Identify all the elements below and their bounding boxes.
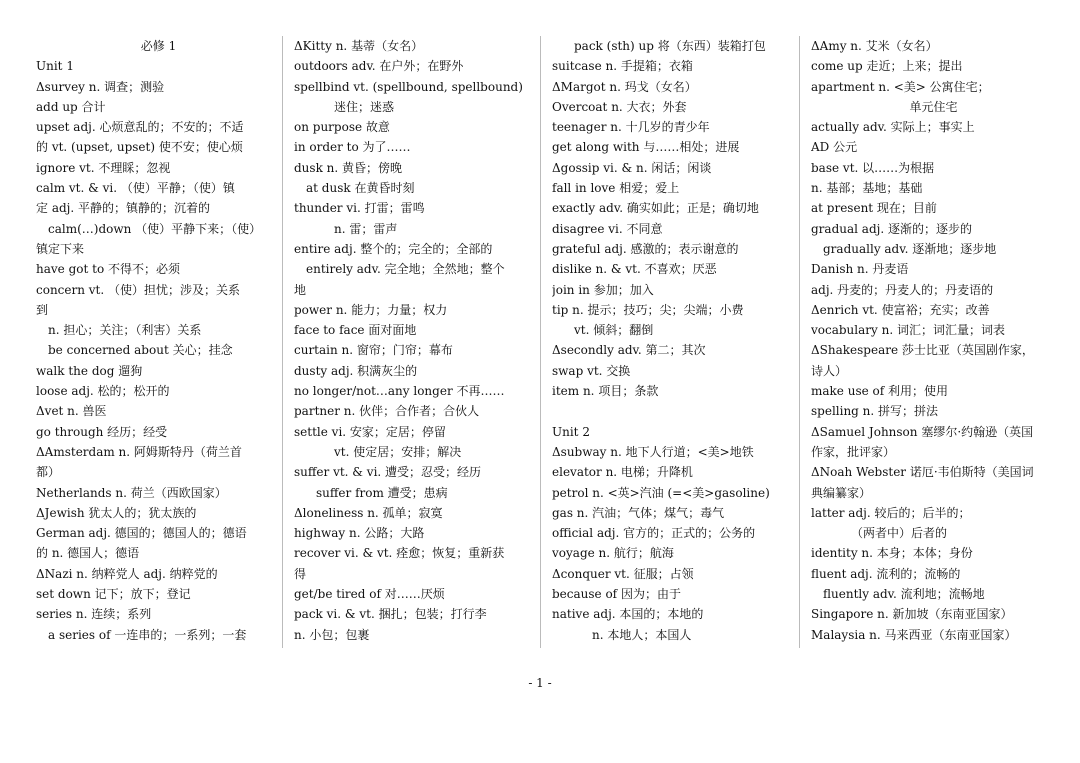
vocab-line: 典编纂家） xyxy=(811,485,872,500)
vocab-line: 必修 1 xyxy=(140,39,177,53)
vocab-line: settle vi. 安家；定居；停留 xyxy=(294,424,446,439)
vocab-line: native adj. 本国的；本地的 xyxy=(552,607,704,622)
vocab-line: partner n. 伙伴；合作者；合伙人 xyxy=(294,404,480,419)
vocab-line: ΔNazi n. 纳粹党人 adj. 纳粹党的 xyxy=(36,566,218,581)
vocab-line: a series of 一连串的；一系列；一套 xyxy=(48,627,247,642)
vocab-line: base vt. 以……为根据 xyxy=(811,160,935,175)
vocab-line: n. 雷；雷声 xyxy=(334,221,398,236)
vocab-line: concern vt. （使）担忧；涉及；关系 xyxy=(36,282,241,297)
vocab-line: （两者中）后者的 xyxy=(851,526,948,541)
vocab-line: official adj. 官方的；正式的；公务的 xyxy=(552,526,756,541)
vocab-line: ΔMargot n. 玛戈（女名） xyxy=(552,79,697,94)
vocab-line: Δsecondly adv. 第二；其次 xyxy=(552,343,706,358)
vocab-line: 的 vt. (upset, upset) 使不安；使心烦 xyxy=(36,140,243,155)
vocab-line: teenager n. 十几岁的青少年 xyxy=(552,120,710,135)
vocab-line: ΔAmsterdam n. 阿姆斯特丹（荷兰首 xyxy=(36,444,242,459)
vocab-line: tip n. 提示；技巧；尖；尖端；小费 xyxy=(552,302,744,317)
vocab-line: loose adj. 松的；松开的 xyxy=(36,384,170,399)
vocab-line: ΔKitty n. 基蒂（女名） xyxy=(294,39,424,53)
vocab-line: Malaysia n. 马来西亚（东南亚国家） xyxy=(811,627,1017,642)
vocab-line: gradually adv. 逐渐地；逐步地 xyxy=(823,241,997,256)
vocab-line: Δconquer vt. 征服；占领 xyxy=(552,566,694,581)
vocab-line: vt. 使定居；安排；解决 xyxy=(334,444,462,459)
vocab-line: 镇定下来 xyxy=(36,241,85,256)
vocab-line: in order to 为了…… xyxy=(294,140,411,155)
vocab-line: face to face 面对面地 xyxy=(294,323,417,338)
vocab-line: suffer from 遭受；患病 xyxy=(316,485,448,500)
vocab-line: vt. 倾斜；翻倒 xyxy=(574,323,654,338)
vocab-line: dusk n. 黄昏；傍晚 xyxy=(294,160,403,175)
vocab-line: come up 走近；上来；提出 xyxy=(811,59,963,74)
vocab-line: go through 经历；经受 xyxy=(36,424,168,439)
vocab-column-1 xyxy=(36,36,281,648)
vocab-line: suffer vt. & vi. 遭受；忍受；经历 xyxy=(294,465,482,480)
vocab-line: vocabulary n. 词汇；词汇量；词表 xyxy=(811,323,1005,338)
vocab-line: fluent adj. 流利的；流畅的 xyxy=(811,566,961,581)
vocab-line: because of 因为；由于 xyxy=(552,587,681,602)
vocab-line: be concerned about 关心；挂念 xyxy=(48,343,233,358)
vocab-line: pack (sth) up 将（东西）装箱打包 xyxy=(574,39,766,53)
vocab-line: Danish n. 丹麦语 xyxy=(811,262,909,277)
vocab-line: calm vt. & vi. （使）平静；（使）镇 xyxy=(36,181,235,196)
vocab-line: get/be tired of 对……厌烦 xyxy=(294,587,445,602)
vocab-line: n. 小包；包裹 xyxy=(294,627,370,642)
vocab-column-3 xyxy=(552,36,797,648)
vocab-line: disagree vi. 不同意 xyxy=(552,221,663,236)
vocab-line: Unit 1 xyxy=(36,59,74,74)
vocab-line: upset adj. 心烦意乱的；不安的；不适 xyxy=(36,120,244,135)
vocab-line: highway n. 公路；大路 xyxy=(294,526,425,541)
vocab-line: Δgossip vi. & n. 闲话；闲谈 xyxy=(552,160,712,175)
vocab-line: grateful adj. 感激的；表示谢意的 xyxy=(552,241,739,256)
vocab-line: fluently adv. 流利地；流畅地 xyxy=(823,587,985,602)
vocab-line: Δsurvey n. 调查；测验 xyxy=(36,79,165,94)
vocab-line: Unit 2 xyxy=(552,424,590,439)
vocab-line: AD 公元 xyxy=(811,140,858,155)
vocab-line: n. 基部；基地；基础 xyxy=(811,181,923,196)
vocab-line: n. 本地人；本国人 xyxy=(592,627,692,642)
vocab-line: thunder vi. 打雷；雷鸣 xyxy=(294,201,425,216)
vocab-line: ΔShakespeare 莎士比亚（英国剧作家， xyxy=(811,343,1034,358)
vocab-line: power n. 能力；力量；权力 xyxy=(294,302,448,317)
vocab-line: latter adj. 较后的；后半的； xyxy=(811,505,971,520)
vocab-line: item n. 项目；条款 xyxy=(552,384,659,399)
vocab-line: Singapore n. 新加坡（东南亚国家） xyxy=(811,607,1013,622)
vocab-line: join in 参加；加入 xyxy=(552,282,654,297)
vocab-line: at present 现在；目前 xyxy=(811,201,937,216)
column-divider xyxy=(799,36,800,648)
vocab-line: gas n. 汽油；气体；煤气；毒气 xyxy=(552,505,725,520)
vocab-line: add up 合计 xyxy=(36,99,106,114)
column-divider xyxy=(282,36,283,648)
vocab-line: ΔSamuel Johnson 塞缪尔·约翰逊（英国 xyxy=(811,424,1034,439)
vocab-line: outdoors adv. 在户外；在野外 xyxy=(294,59,464,74)
vocab-column-2 xyxy=(294,36,539,648)
vocab-line: adj. 丹麦的；丹麦人的；丹麦语的 xyxy=(811,282,994,297)
vocab-line: dislike n. & vt. 不喜欢；厌恶 xyxy=(552,262,717,277)
vocab-line: identity n. 本身；本体；身份 xyxy=(811,546,973,561)
vocab-line: 都） xyxy=(36,465,61,480)
vocab-line: spelling n. 拼写；拼法 xyxy=(811,404,939,419)
vocab-line: spellbind vt. (spellbound, spellbound) xyxy=(294,79,523,94)
vocab-line: at dusk 在黄昏时刻 xyxy=(306,181,415,196)
vocab-line xyxy=(552,401,797,421)
page-number: - 1 - xyxy=(528,676,552,690)
vocab-line: n. 担心；关注；（利害）关系 xyxy=(48,323,202,338)
vocab-line: Δvet n. 兽医 xyxy=(36,404,107,419)
vocab-line: set down 记下；放下；登记 xyxy=(36,587,191,602)
vocab-line: actually adv. 实际上；事实上 xyxy=(811,120,975,135)
vocab-line: 地 xyxy=(294,282,307,297)
vocab-line: 定 adj. 平静的；镇静的；沉着的 xyxy=(36,201,211,216)
vocab-line: Δenrich vt. 使富裕；充实；改善 xyxy=(811,302,990,317)
vocab-line: dusty adj. 积满灰尘的 xyxy=(294,363,418,378)
vocab-line: 的 n. 德国人；德语 xyxy=(36,546,140,561)
vocab-line: on purpose 故意 xyxy=(294,120,390,135)
vocab-line: entirely adv. 完全地；全然地；整个 xyxy=(306,262,505,277)
vocab-line: 到 xyxy=(36,302,49,317)
vocab-line: 得 xyxy=(294,566,307,581)
vocab-line: exactly adv. 确实如此；正是；确切地 xyxy=(552,201,759,216)
vocab-line: 迷住；迷惑 xyxy=(334,99,395,114)
vocab-column-4 xyxy=(811,36,1056,648)
vocab-line: apartment n. <美> 公寓住宅； xyxy=(811,79,990,94)
vocab-line: get along with 与……相处；进展 xyxy=(552,140,740,155)
vocab-line: ΔJewish 犹太人的；犹太族的 xyxy=(36,505,197,520)
vocab-line: ΔNoah Webster 诺厄·韦伯斯特（美国词 xyxy=(811,465,1034,480)
vocab-line: elevator n. 电梯；升降机 xyxy=(552,465,693,480)
vocab-line: entire adj. 整个的；完全的；全部的 xyxy=(294,241,493,256)
vocab-line: series n. 连续；系列 xyxy=(36,607,152,622)
vocab-line: make use of 利用；使用 xyxy=(811,384,949,399)
vocab-line: petrol n. <英>汽油 (=<美>gasoline) xyxy=(552,485,770,500)
vocab-line: ignore vt. 不理睬；忽视 xyxy=(36,160,171,175)
vocab-line: 诗人） xyxy=(811,363,848,378)
vocab-line: voyage n. 航行；航海 xyxy=(552,546,674,561)
vocab-line: gradual adj. 逐渐的；逐步的 xyxy=(811,221,972,236)
vocab-line: fall in love 相爱；爱上 xyxy=(552,181,680,196)
vocab-line: no longer/not…any longer 不再…… xyxy=(294,384,505,399)
vocab-line: Netherlands n. 荷兰（西欧国家） xyxy=(36,485,227,500)
vocab-line: swap vt. 交换 xyxy=(552,363,631,378)
vocab-line: recover vi. & vt. 痊愈；恢复；重新获 xyxy=(294,546,505,561)
vocab-line: have got to 不得不；必须 xyxy=(36,262,180,277)
vocab-line: Δloneliness n. 孤单；寂寞 xyxy=(294,505,443,520)
vocab-line: pack vi. & vt. 捆扎；包装；打行李 xyxy=(294,607,487,622)
vocab-line: curtain n. 窗帘；门帘；幕布 xyxy=(294,343,453,358)
vocab-line: 作家，批评家） xyxy=(811,444,896,459)
vocab-line: walk the dog 遛狗 xyxy=(36,363,143,378)
vocab-line: German adj. 德国的；德国人的；德语 xyxy=(36,526,247,541)
vocab-line: Δsubway n. 地下人行道；<美>地铁 xyxy=(552,444,754,459)
vocab-line: 单元住宅 xyxy=(909,99,958,114)
vocab-line: suitcase n. 手提箱；衣箱 xyxy=(552,59,693,74)
vocab-line: calm(…)down （使）平静下来；（使） xyxy=(48,221,262,236)
vocab-line: ΔAmy n. 艾米（女名） xyxy=(811,39,938,53)
column-divider xyxy=(540,36,541,648)
vocab-line: Overcoat n. 大衣；外套 xyxy=(552,99,687,114)
